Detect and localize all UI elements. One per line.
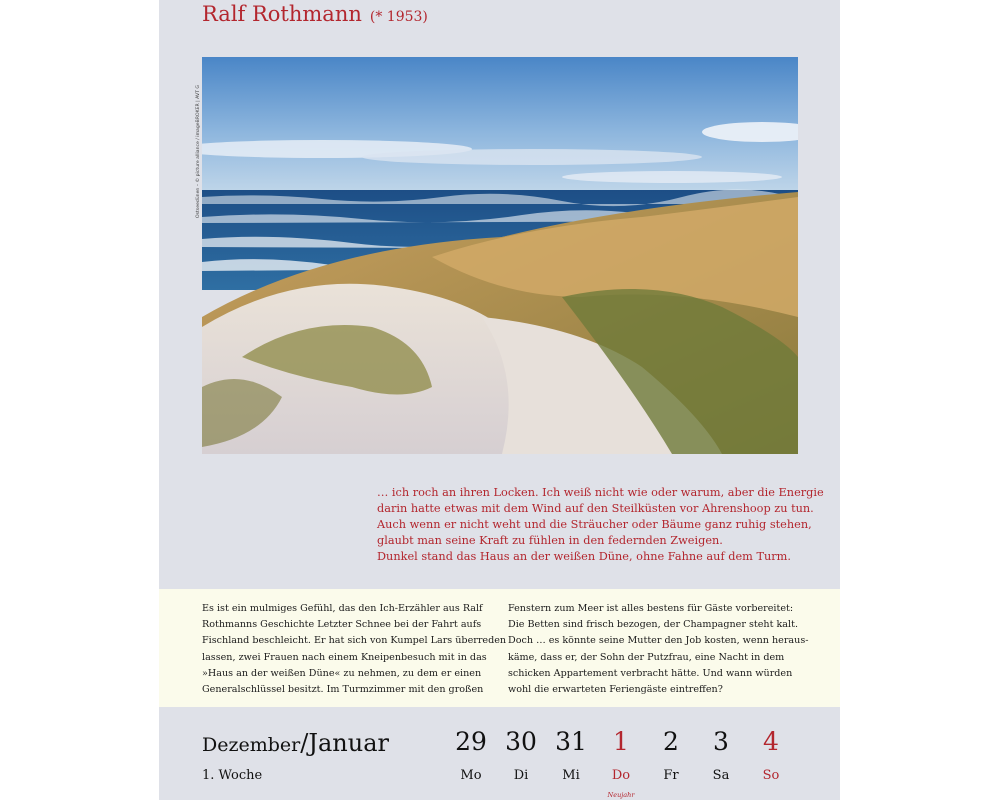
day-name: Sa: [712, 768, 730, 783]
description-box: [159, 589, 840, 707]
quote-line: … ich roch an ihren Locken. Ich weiß nicht wie oder warum, aber die Energie: [377, 486, 824, 499]
description-line: Fenstern zum Meer ist alles bestens für Gäste vorbereitet:: [508, 603, 794, 614]
description-line: lassen, zwei Frauen nach einem Kneipenbesuch mit in das: [202, 651, 487, 663]
month-separator: /: [300, 729, 309, 757]
quote-text: [377, 485, 824, 565]
day-name-sunday: So: [762, 768, 780, 783]
day-number: 31: [555, 727, 587, 756]
dune-landscape-image: [202, 57, 798, 454]
day-number: 30: [505, 727, 537, 756]
description-line: Fischland beschleicht. Er hat sich von Kumpel Lars überreden: [202, 635, 507, 647]
description-line: »Haus an der weißen Düne« zu nehmen, zu dem er einen: [202, 667, 482, 679]
description-line: wohl die erwarteten Feriengäste eintreffen?: [508, 684, 723, 696]
quote-line: darin hatte etwas mit dem Wind auf den Steilküsten vor Ahrenshoop zu tun.: [377, 502, 814, 515]
author-years: (* 1953): [369, 9, 428, 25]
day-number: 29: [455, 727, 487, 756]
photo-credit: [188, 58, 201, 218]
description-line: Doch … es könnte seine Mutter den Job kosten, wenn heraus-: [508, 635, 809, 647]
day-number: 2: [663, 727, 679, 756]
description-line: Rothmanns Geschichte Letzter Schnee bei der Fahrt aufs: [202, 619, 482, 631]
day-name-holiday: Do: [611, 768, 631, 783]
photo-credit-text: Ostseedünen – © picture alliance / imageBROKER | AVT G: [196, 85, 201, 218]
month-january: Januar: [308, 729, 389, 757]
calendar-page: [159, 0, 840, 800]
page-header: [202, 2, 428, 26]
dune-photo: [202, 57, 798, 454]
description-line: käme, dass er, der Sohn der Putzfrau, eine Nacht in dem: [508, 651, 785, 663]
month-title: [202, 729, 389, 757]
description-column-right: [508, 601, 808, 698]
day-number: 3: [713, 727, 729, 756]
description-line: schicken Appartement verbracht hätte. Und wann würden: [508, 667, 793, 679]
description-line: Generalschlüssel besitzt. Im Turmzimmer mit den großen: [202, 684, 484, 696]
month-december: Dezember: [202, 734, 301, 756]
description-line: Es ist ein mulmiges Gefühl, das den Ich-Erzähler aus Ralf: [202, 603, 483, 614]
quote-line: Dunkel stand das Haus an der weißen Düne, ohne Fahne auf dem Turm.: [377, 550, 791, 563]
calendar-strip: [159, 707, 840, 800]
day-name: Mo: [460, 768, 482, 783]
day-name: Mi: [562, 768, 580, 783]
day-number-holiday: 1: [613, 727, 629, 756]
description-line: Die Betten sind frisch bezogen, der Champagner steht kalt.: [508, 619, 799, 631]
quote-line: Auch wenn er nicht weht und die Sträucher oder Bäume ganz ruhig stehen,: [377, 518, 812, 531]
holiday-note: Neujahr: [607, 791, 635, 799]
author-name: Ralf Rothmann: [202, 2, 362, 26]
week-label: 1. Woche: [202, 768, 263, 783]
day-name: Di: [513, 768, 529, 783]
quote-line: glaubt man seine Kraft zu fühlen in den federnden Zweigen.: [377, 534, 723, 547]
description-column-left: [202, 601, 506, 698]
day-name: Fr: [663, 768, 679, 783]
day-number-sunday: 4: [763, 727, 779, 756]
